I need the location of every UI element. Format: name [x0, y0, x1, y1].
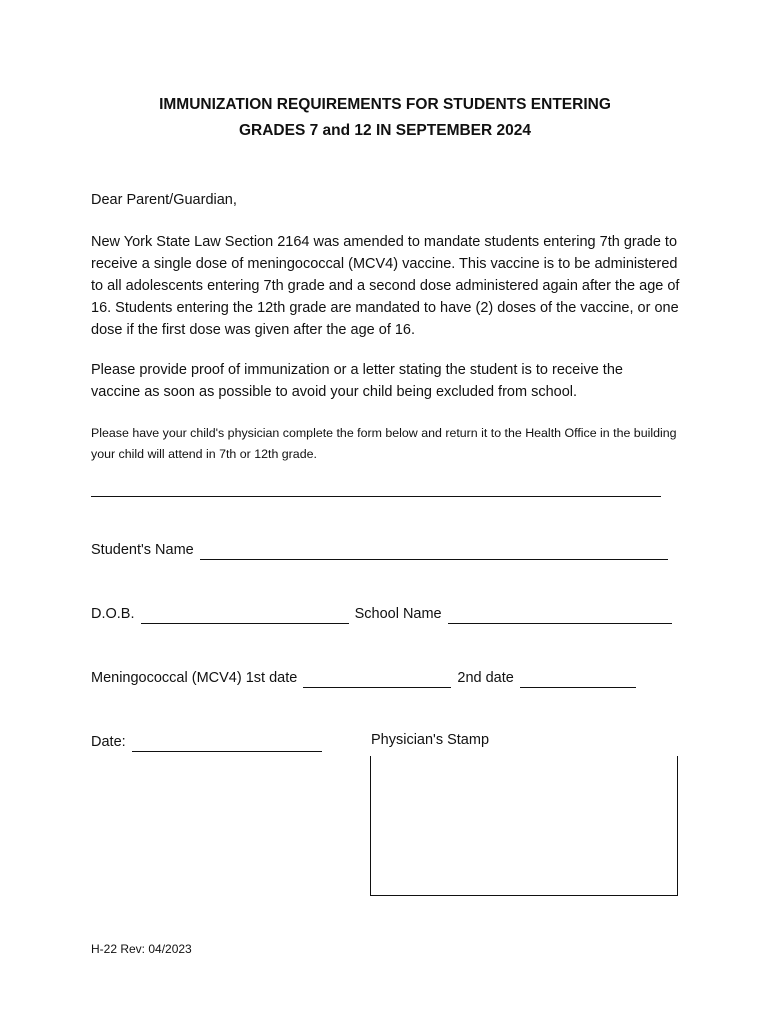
- dob-field[interactable]: [141, 609, 349, 624]
- physician-stamp-label: Physician's Stamp: [371, 732, 490, 748]
- revision-footer: H-22 Rev: 04/2023: [91, 942, 192, 956]
- date-field[interactable]: [132, 737, 322, 752]
- student-name-row: [91, 540, 670, 560]
- physician-stamp-box[interactable]: [370, 756, 678, 896]
- paragraph-proof: Please provide proof of immunization or a letter stating the student is to receive the vaccine as soon as possible to avoid your child being excluded from school.: [91, 362, 623, 400]
- second-date-field[interactable]: [520, 673, 636, 688]
- school-name-field[interactable]: [448, 609, 672, 624]
- title-line-1: IMMUNIZATION REQUIREMENTS FOR STUDENTS ENTERING: [159, 96, 611, 113]
- dob-school-row: [91, 604, 674, 624]
- second-date-label: 2nd date: [457, 670, 514, 686]
- date-row: [91, 732, 324, 752]
- mcv4-first-date-field[interactable]: [303, 673, 451, 688]
- dob-label: D.O.B.: [91, 606, 135, 622]
- paragraph-mandate: New York State Law Section 2164 was amended to mandate students entering 7th grade to receive a single dose of meningococcal (MCV4) vaccine. This vaccine is to be administered to all adolescents entering 7th grade and a second dose administered again after the age of 16. Students entering the 12th grade are mandated to have (2) doses of the vaccine, or one dose if the first dose was given after the age of 16.: [91, 234, 680, 338]
- salutation: Dear Parent/Guardian,: [91, 192, 237, 208]
- date-label: Date:: [91, 734, 126, 750]
- student-name-field[interactable]: [200, 545, 668, 560]
- page-title: [0, 92, 770, 144]
- instruction-text: Please have your child's physician complete the form below and return it to the Health Office in the building your child will attend in 7th or 12th grade.: [91, 426, 677, 461]
- school-name-label: School Name: [354, 606, 442, 622]
- cut-line-divider: [91, 496, 661, 497]
- student-name-label: Student's Name: [91, 542, 194, 558]
- mcv4-dates-row: [91, 668, 638, 688]
- title-line-2: GRADES 7 and 12 IN SEPTEMBER 2024: [238, 122, 531, 139]
- mcv4-first-date-label: Meningococcal (MCV4) 1st date: [91, 670, 298, 686]
